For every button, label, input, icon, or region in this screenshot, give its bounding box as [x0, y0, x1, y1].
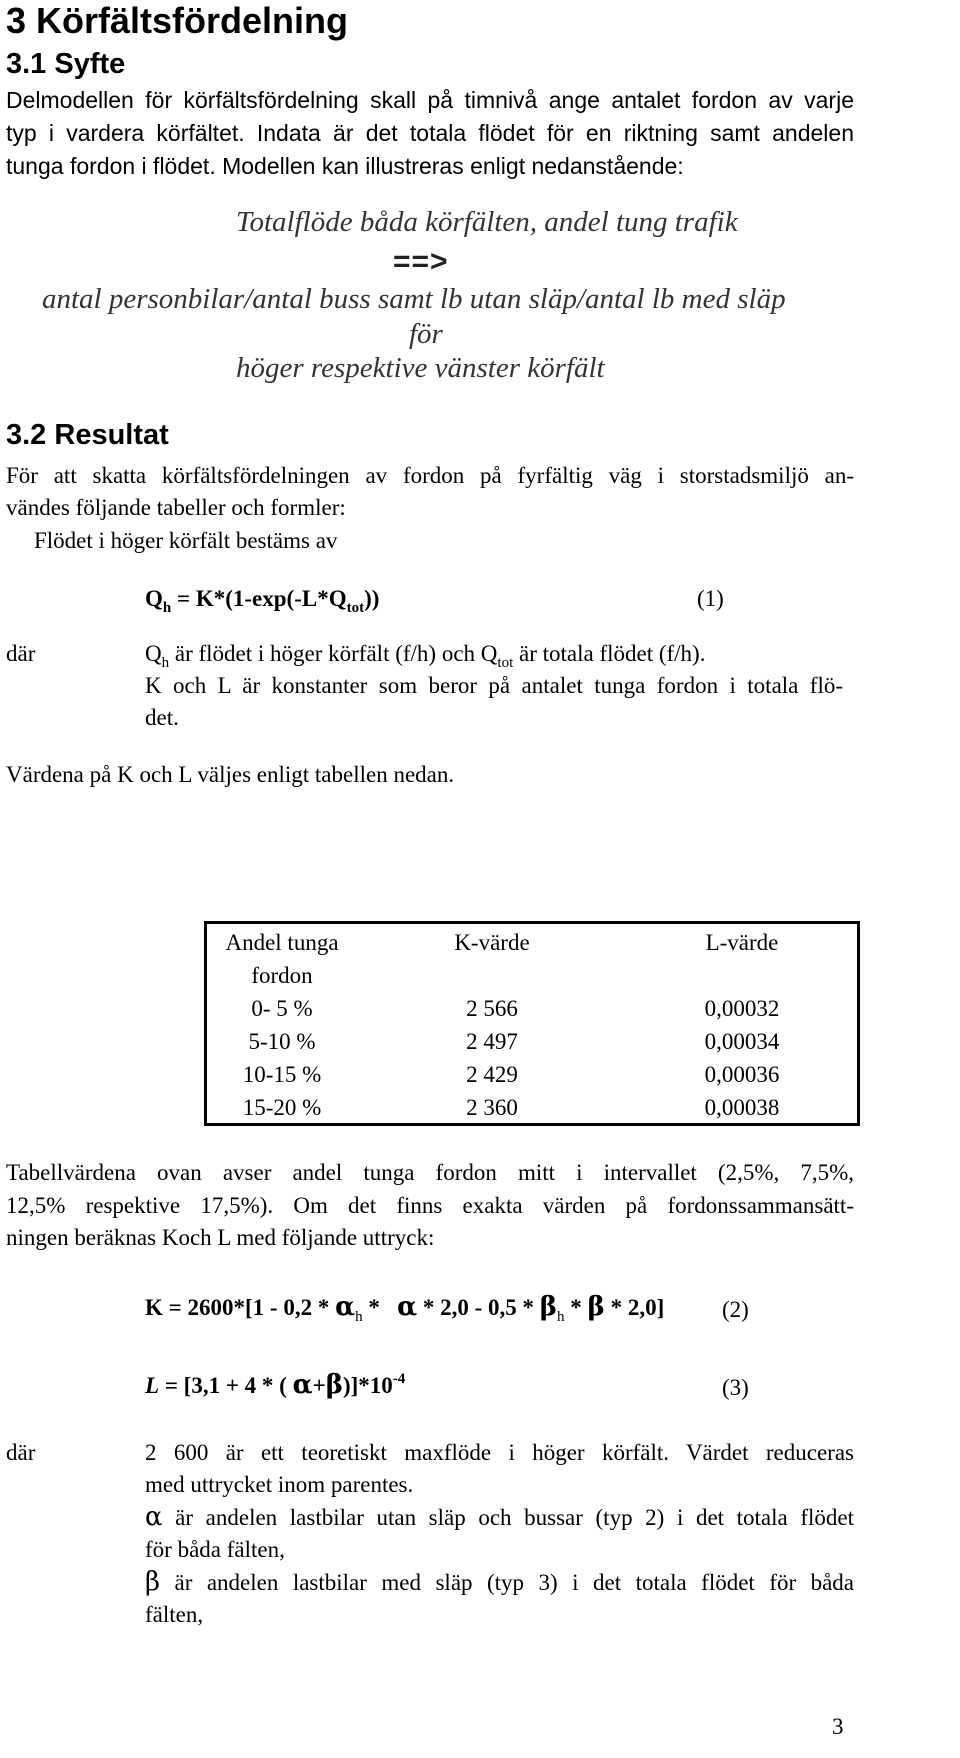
formula-1	[145, 582, 379, 615]
table-cell: 5-10 %	[248, 1029, 316, 1054]
page-number: 3	[832, 1714, 844, 1739]
formula-3	[145, 1369, 405, 1402]
formula-3-number: (3)	[722, 1375, 749, 1400]
formula-2-part2: *	[362, 1295, 398, 1320]
table-header-andel-line2: fordon	[251, 963, 313, 988]
definition-text-2: är totala flödet (f/h).	[513, 641, 706, 666]
formula-1-end: ))	[364, 586, 380, 611]
alpha-symbol: α	[145, 1502, 163, 1532]
values-intro: Värdena på K och L väljes enligt tabellen nedan.	[6, 762, 455, 787]
tabell-text-line-2: 12,5% respektive 17,5%). Om det finns exakta värden på fordonssammansätt-	[6, 1193, 854, 1218]
table-cell: 0,00034	[704, 1029, 780, 1054]
alpha-symbol: α	[292, 1370, 313, 1400]
illustration-line-2: antal personbilar/antal buss samt lb utan släp/antal lb med släp	[42, 283, 786, 315]
tabell-text-line-3: ningen beräknas Koch L med följande uttryck:	[6, 1225, 435, 1250]
formula-3-part2: )]*10	[342, 1373, 393, 1398]
formula-1-sub-h: h	[162, 600, 172, 616]
definition-alpha	[145, 1501, 854, 1534]
definition-alpha-text: är andelen lastbilar utan släp och bussar (typ 2) i det totala flödet	[162, 1505, 854, 1530]
definition-qh	[145, 637, 705, 670]
formula-3-l: L	[145, 1373, 160, 1398]
illustration-line-4: höger respektive vänster körfält	[236, 352, 605, 384]
formula-1-sub-tot: tot	[346, 600, 365, 616]
chapter-heading: 3 Körfältsfördelning	[6, 0, 349, 41]
table-col-k	[387, 926, 597, 1124]
beta-symbol: β	[539, 1292, 558, 1322]
resultat-line-3: Flödet i höger körfält bestäms av	[34, 528, 338, 553]
table-col-l	[627, 926, 857, 1124]
definition-alpha-end: för båda fälten,	[145, 1537, 285, 1562]
table-cell: 2 429	[466, 1062, 518, 1087]
table-cell: 0- 5 %	[251, 996, 313, 1021]
section-heading-resultat: 3.2 Resultat	[6, 419, 169, 451]
formula-2-part3: * 2,0 - 0,5 *	[417, 1295, 540, 1320]
formula-2	[145, 1291, 664, 1324]
table-cell: 2 360	[466, 1095, 518, 1120]
table-cell: 2 566	[466, 996, 518, 1021]
formula-2-part1: K = 2600*[1 - 0,2 *	[145, 1295, 336, 1320]
formula-3-exponent: -4	[392, 1371, 406, 1387]
table-header-l: L-värde	[705, 930, 779, 955]
illustration-line-3: för	[409, 318, 443, 350]
resultat-line-2: vändes följande tabeller och formler:	[6, 495, 346, 520]
formula-2-part5: * 2,0]	[604, 1295, 665, 1320]
syfte-line-3: tunga fordon i flödet. Modellen kan illustreras enligt nedanstående:	[6, 153, 684, 179]
formula-2-number: (2)	[722, 1297, 749, 1322]
definition-maxflode: 2 600 är ett teoretiskt maxflöde i höger körfält. Värdet reduceras	[145, 1440, 854, 1465]
formula-1-q: Q	[145, 586, 163, 611]
dar-label-1: där	[6, 641, 36, 666]
section-heading-syfte: 3.1 Syfte	[6, 48, 126, 80]
definition-beta	[145, 1566, 854, 1599]
definition-text-1: är flödet i höger körfält (f/h) och Q	[169, 641, 498, 666]
syfte-line-2: typ i vardera körfältet. Indata är det totala flödet för en riktning samt andelen	[6, 120, 854, 146]
formula-1-mid: = K*(1-exp(-L*Q	[171, 586, 347, 611]
alpha-symbol: α	[397, 1292, 418, 1322]
definition-k-l: K och L är konstanter som beror på antalet tunga fordon i totala flö-	[145, 673, 843, 698]
table-cell: 0,00036	[704, 1062, 780, 1087]
beta-symbol: β	[145, 1567, 161, 1597]
table-cell: 0,00032	[704, 996, 780, 1021]
table-header-k: K-värde	[454, 930, 530, 955]
resultat-line-1: För att skatta körfältsfördelningen av fordon på fyrfältig väg i storstadsmiljö an-	[6, 463, 854, 488]
definition-maxflode-end: med uttrycket inom parentes.	[145, 1472, 414, 1497]
formula-1-number: (1)	[697, 586, 724, 611]
definition-sub-h: h	[161, 655, 170, 671]
formula-3-part1: = [3,1 + 4 * (	[159, 1373, 293, 1398]
formula-2-sub-h: h	[355, 1309, 363, 1325]
formula-2-sub-h: h	[557, 1309, 565, 1325]
definition-k-l-end: det.	[145, 705, 179, 730]
definition-beta-end: fälten,	[145, 1602, 204, 1627]
tabell-text-line-1: Tabellvärdena ovan avser andel tunga fordon mitt i intervallet (2,5%, 7,5%,	[6, 1160, 854, 1185]
beta-symbol: β	[587, 1292, 605, 1322]
illustration-line-1: Totalflöde båda körfälten, andel tung trafik	[236, 206, 738, 238]
table-cell: 10-15 %	[242, 1062, 322, 1087]
formula-3-plus: +	[312, 1373, 326, 1398]
definition-q: Q	[145, 641, 162, 666]
table-cell: 15-20 %	[242, 1095, 322, 1120]
beta-symbol: β	[325, 1370, 343, 1400]
syfte-line-1: Delmodellen för körfältsfördelning skall på timnivå ange antalet fordon av varje	[6, 87, 854, 113]
illustration-arrow: ==>	[393, 245, 449, 278]
definition-beta-text: är andelen lastbilar med släp (typ 3) i det totala flödet för båda	[160, 1570, 854, 1595]
alpha-symbol: α	[335, 1292, 356, 1322]
table-cell: 0,00038	[704, 1095, 780, 1120]
dar-label-2: där	[6, 1440, 36, 1465]
definition-sub-tot: tot	[497, 655, 514, 671]
table-header-andel-line1: Andel tunga	[225, 930, 339, 955]
formula-2-part4: *	[564, 1295, 588, 1320]
k-l-table	[204, 921, 860, 1126]
table-cell: 2 497	[466, 1029, 518, 1054]
table-col-andel	[207, 926, 357, 1124]
